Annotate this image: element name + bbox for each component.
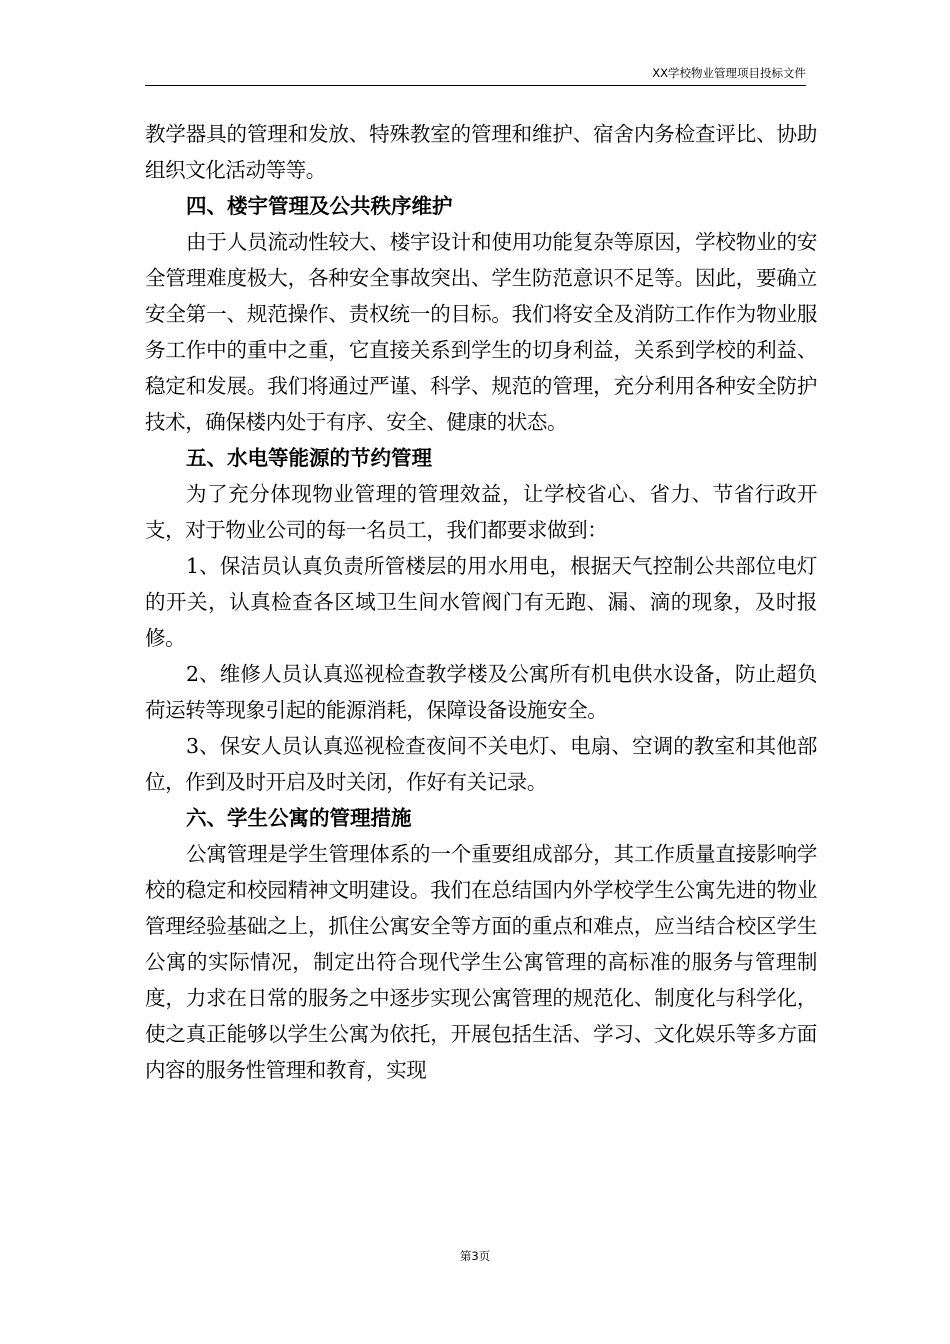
page-number: 第3页 [459,1249,491,1263]
paragraph-5: 为了充分体现物业管理的管理效益，让学校省心、省力、节省行政开支，对于物业公司的每一名员工，我们都要求做到： [145,482,817,542]
list-item-1: 1、保洁员认真负责所管楼层的用水用电，根据天气控制公共部位电灯的开关，认真检查各区域卫生间水管阀门有无跑、漏、滴的现象，及时报修。 [145,554,817,650]
list-item-2: 2、维修人员认真巡视检查教学楼及公寓所有机电供水设备，防止超负荷运转等现象引起的能源消耗，保障设备设施安全。 [145,662,817,722]
paragraph-4: 由于人员流动性较大、楼宇设计和使用功能复杂等原因，学校物业的安全管理难度极大，各种安全事故突出、学生防范意识不足等。因此，要确立安全第一、规范操作、责权统一的目标。我们将安全及消防工作作为物业服务工作中的重中之重，它直接关系到学生的切身利益，关系到学校的利益、稳定和发展。我们将通过严谨、科学、规范的管理，充分利用各种安全防护技术，确保楼内处于有序、安全、健康的状态。 [145,230,817,434]
page-header: XX学校物业管理项目投标文件 [652,66,806,80]
section-heading-5: 五、水电等能源的节约管理 [186,446,432,470]
paragraph-intro: 教学器具的管理和发放、特殊教室的管理和维护、宿舍内务检查评比、协助组织文化活动等等。 [145,122,817,182]
list-item-3: 3、保安人员认真巡视检查夜间不关电灯、电扇、空调的教室和其他部位，作到及时开启及时关闭，作好有关记录。 [145,734,817,794]
paragraph-6: 公寓管理是学生管理体系的一个重要组成部分，其工作质量直接影响学校的稳定和校园精神文明建设。我们在总结国内外学校学生公寓先进的物业管理经验基础之上，抓住公寓安全等方面的重点和难点，应当结合校区学生公寓的实际情况，制定出符合现代学生公寓管理的高标准的服务与管理制度，力求在日常的服务之中逐步实现公寓管理的规范化、制度化与科学化，使之真正能够以学生公寓为依托，开展包括生活、学习、文化娱乐等多方面内容的服务性管理和教育，实现 [145,842,817,1082]
document-body [145,116,817,1088]
section-heading-6: 六、学生公寓的管理措施 [186,806,412,830]
section-heading-4: 四、楼宇管理及公共秩序维护 [186,194,453,218]
header-divider [145,85,806,86]
